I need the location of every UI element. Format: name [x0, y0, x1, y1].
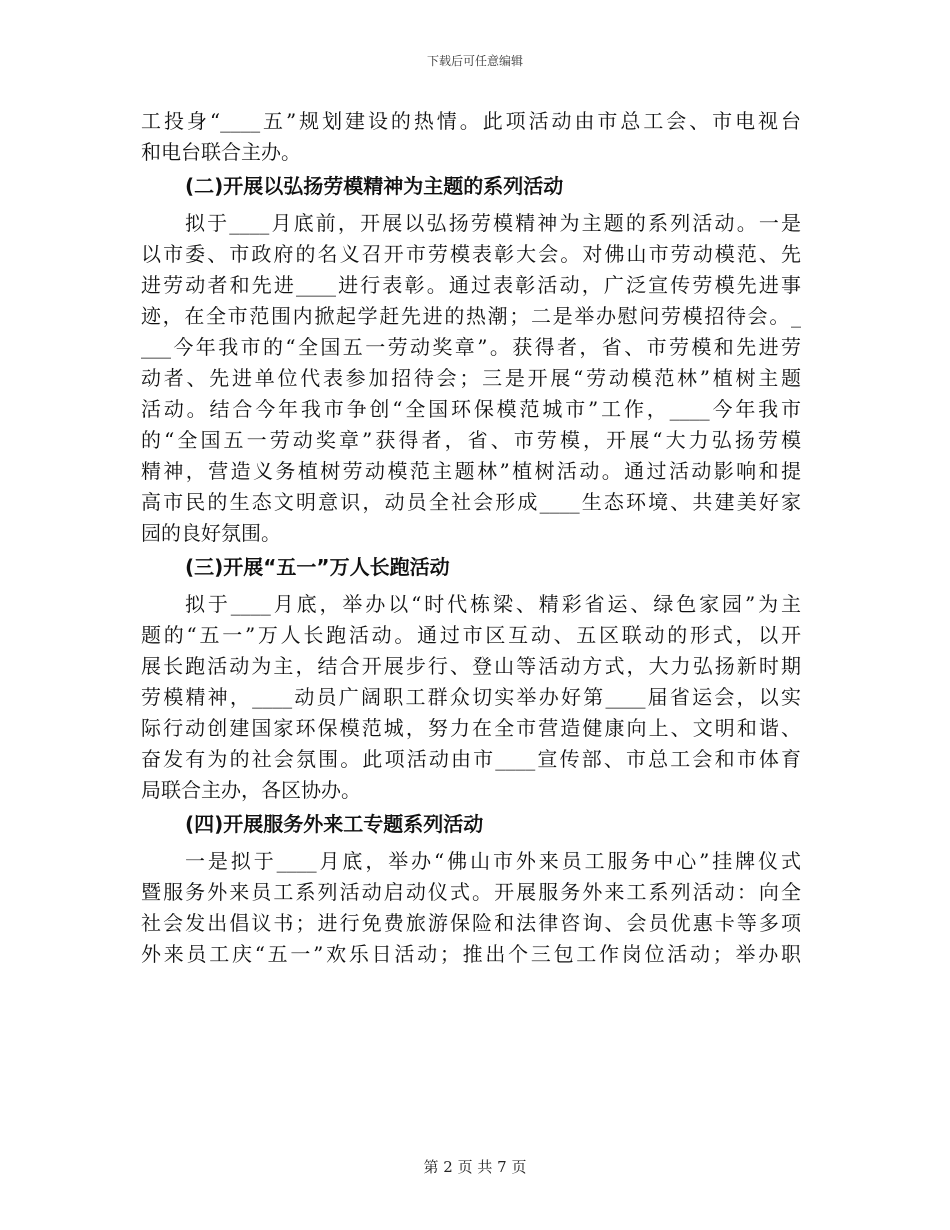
text-line: 活动。结合今年我市争创“全国环保模范城市”工作，____今年我市 — [141, 397, 801, 421]
text-line: 展长跑活动为主，结合开展步行、登山等活动方式，大力弘扬新时期 — [141, 654, 801, 678]
text-line: 和电台联合主办。 — [141, 140, 301, 164]
section-heading: (四)开展服务外来工专题系列活动 — [185, 812, 484, 836]
text-line: 暨服务外来员工系列活动启动仪式。开展服务外来工系列活动：向全 — [141, 880, 801, 904]
text-line: 拟于____月底，举办以“时代栋梁、精彩省运、绿色家园”为主 — [185, 592, 801, 616]
text-line: 题的“五一”万人长跑活动。通过市区互动、五区联动的形式，以开 — [141, 623, 801, 647]
text-line: ___今年我市的“全国五一劳动奖章”。获得者，省、市劳模和先进劳 — [141, 335, 801, 359]
section-heading: (二)开展以弘扬劳模精神为主题的系列活动 — [185, 174, 564, 198]
paragraph — [141, 106, 801, 168]
text-line: 外来员工庆“五一”欢乐日活动；推出个三包工作岗位活动；举办职 — [141, 942, 801, 966]
text-line: 精神，营造义务植树劳动模范主题林”植树活动。通过活动影响和提 — [141, 459, 801, 483]
document-body — [141, 106, 801, 970]
text-line: 园的良好氛围。 — [141, 521, 281, 545]
paragraph — [141, 846, 801, 970]
text-line: 动者、先进单位代表参加招待会；三是开展“劳动模范林”植树主题 — [141, 366, 801, 390]
text-line: 一是拟于____月底，举办“佛山市外来员工服务中心”挂牌仪式 — [185, 849, 801, 873]
page-footer: 第 2 页 共 7 页 — [423, 1158, 527, 1176]
text-line: 的“全国五一劳动奖章”获得者，省、市劳模，开展“大力弘扬劳模 — [141, 428, 801, 452]
text-line: 社会发出倡议书；进行免费旅游保险和法律咨询、会员优惠卡等多项 — [141, 911, 801, 935]
page-header: 下载后可任意编辑 — [426, 54, 523, 68]
text-line: 奋发有为的社会氛围。此项活动由市____宣传部、市总工会和市体育 — [141, 747, 801, 771]
paragraph — [141, 589, 801, 806]
text-line: 拟于____月底前，开展以弘扬劳模精神为主题的系列活动。一是 — [185, 211, 801, 235]
paragraph — [141, 208, 801, 549]
text-line: 际行动创建国家环保模范城，努力在全市营造健康向上、文明和谐、 — [141, 716, 801, 740]
text-line: 局联合主办，各区协办。 — [141, 778, 361, 802]
text-line: 工投身“____五”规划建设的热情。此项活动由市总工会、市电视台 — [141, 109, 801, 133]
text-line: 迹，在全市范围内掀起学赶先进的热潮；二是举办慰问劳模招待会。_ — [141, 304, 801, 328]
text-line: 劳模精神，____动员广阔职工群众切实举办好第____届省运会，以实 — [141, 685, 801, 709]
text-line: 高市民的生态文明意识，动员全社会形成____生态环境、共建美好家 — [141, 490, 801, 514]
section-heading: (三)开展“五一”万人长跑活动 — [185, 555, 450, 579]
text-line: 以市委、市政府的名义召开市劳模表彰大会。对佛山市劳动模范、先 — [141, 242, 801, 266]
text-line: 进劳动者和先进____进行表彰。通过表彰活动，广泛宣传劳模先进事 — [141, 273, 801, 297]
